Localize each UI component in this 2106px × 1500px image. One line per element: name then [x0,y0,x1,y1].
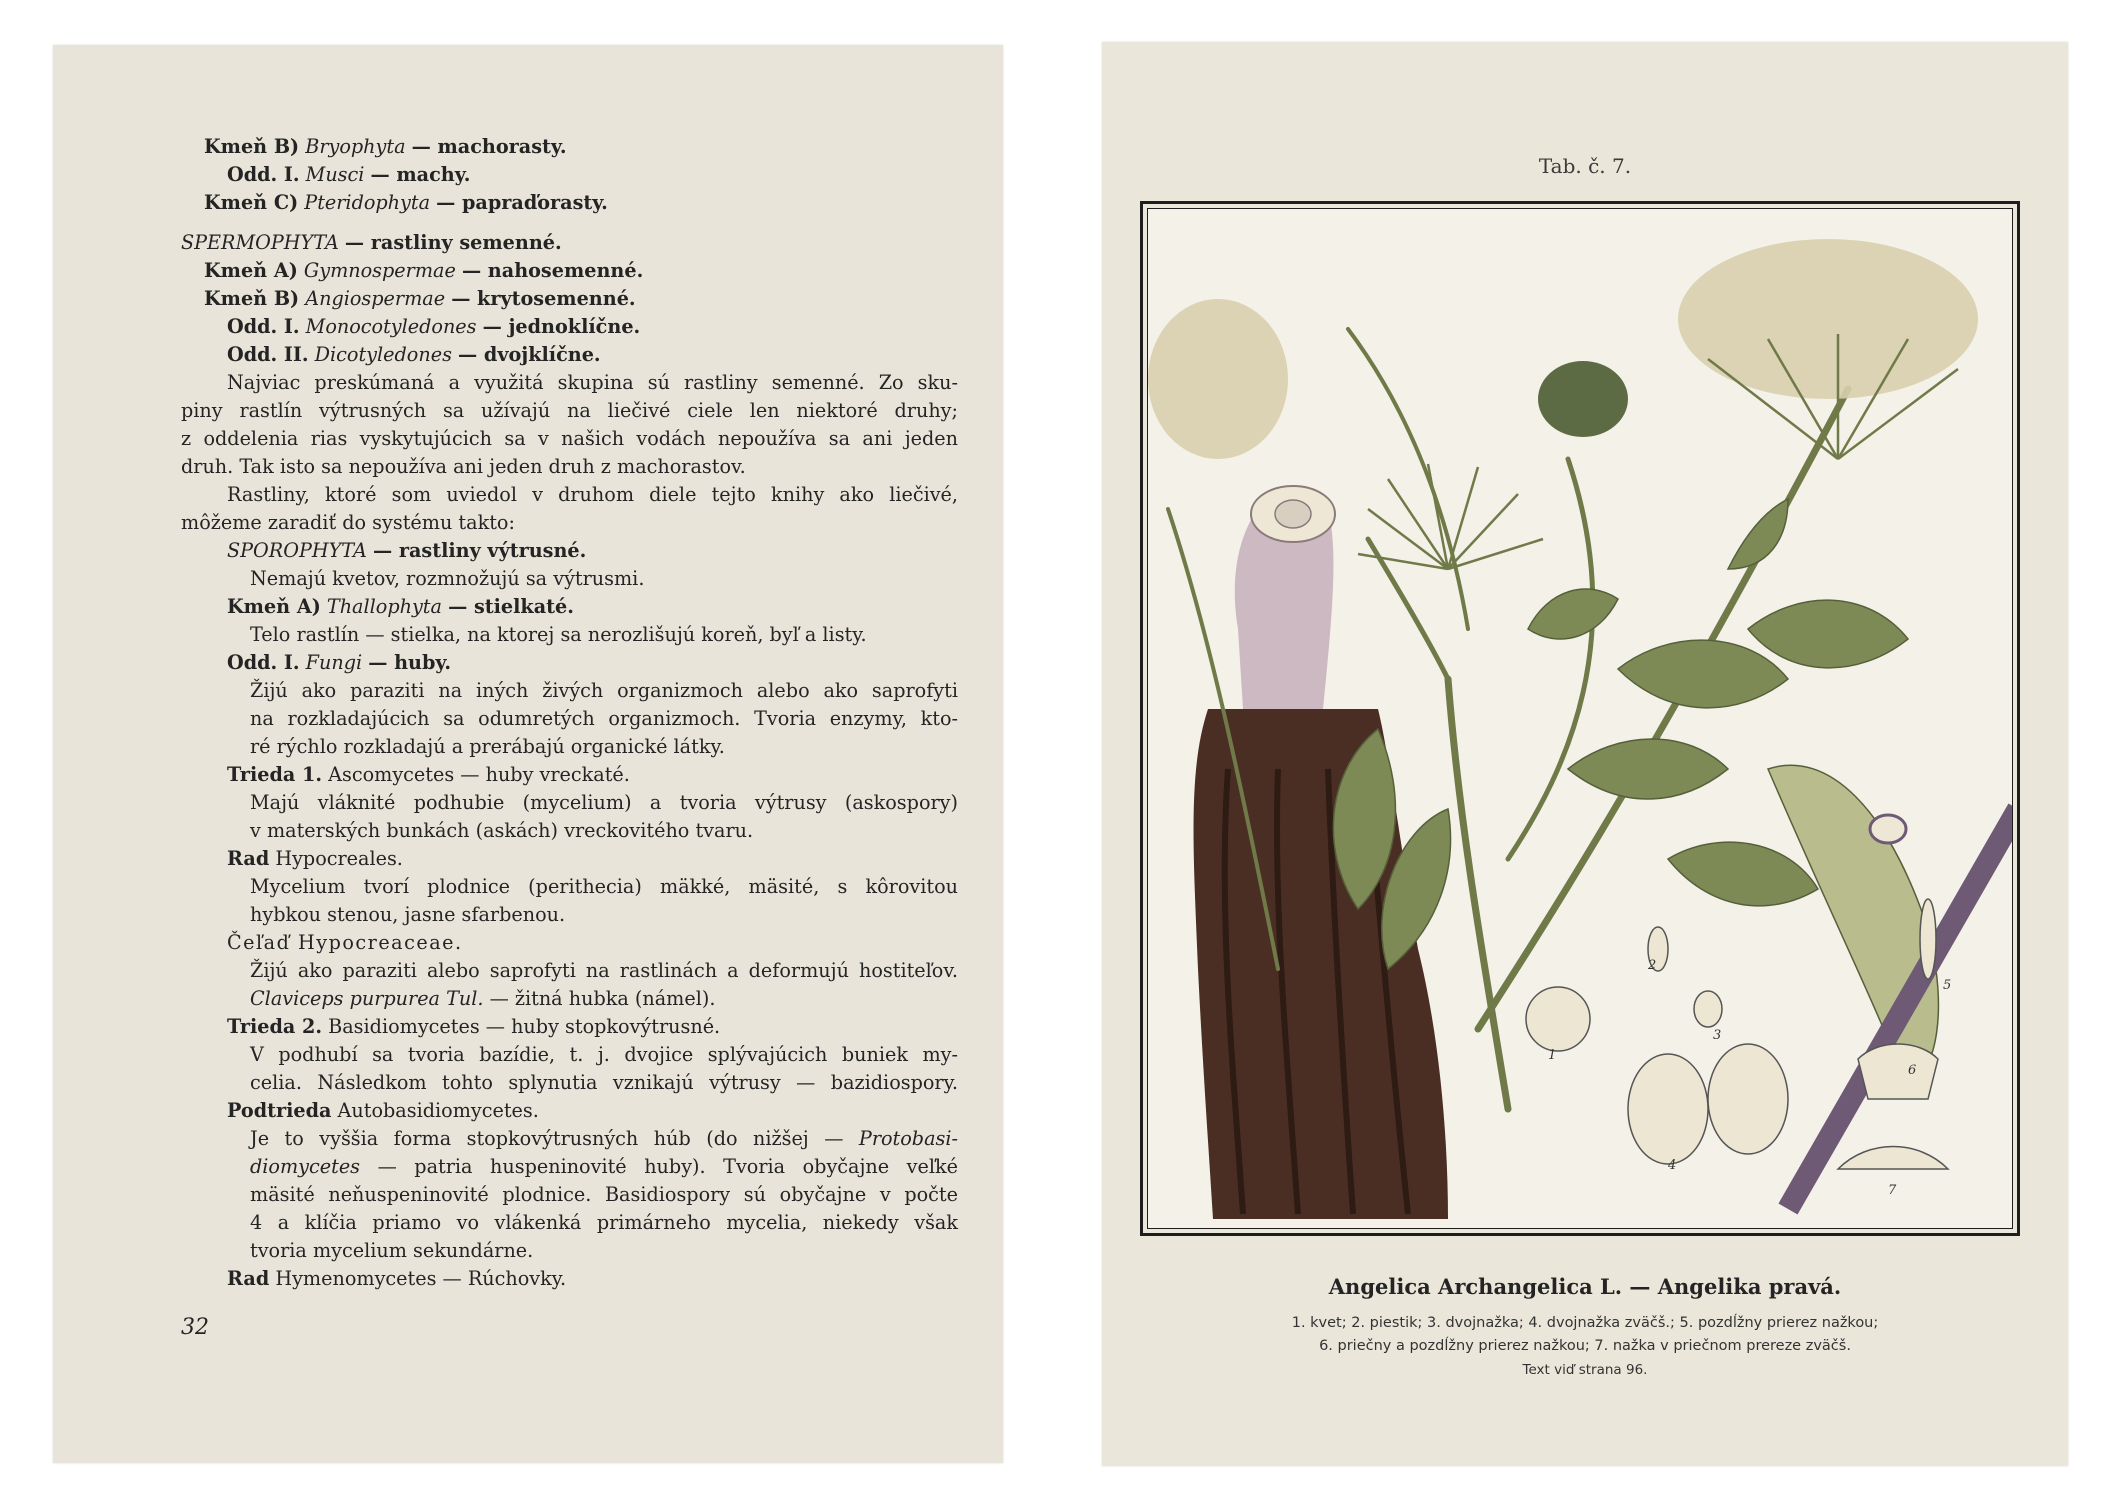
figure-number: 2 [1648,958,1657,973]
right-page [1102,42,2068,1466]
page-number: 32 [181,1315,209,1340]
text-line: v materských bunkách (askách) vreckovitého tvaru. [250,819,754,842]
text-line: Kmeň A) Thallophyta — stielkaté. [227,595,574,618]
caption-reference: Text viď strana 96. [1522,1362,1648,1378]
text-line: Odd. I. Musci — machy. [227,163,471,186]
text-line: Žijú ako paraziti alebo saprofyti na rastlinách a deformujú hostiteľov. [250,959,958,982]
text-line: piny rastlín výtrusných sa užívajú na liečivé ciele len niektoré druhy; [181,399,958,422]
text-line: 4 a klíčia priamo vo vlákenká primárneho mycelia, niekedy však [250,1211,958,1234]
text-line: SPOROPHYTA — rastliny výtrusné. [227,539,587,562]
text-line: Rastliny, ktoré som uviedol v druhom diele tejto knihy ako liečivé, [227,483,958,506]
figure-number: 6 [1908,1063,1917,1078]
text-line: ré rýchlo rozkladajú a prerábajú organické látky. [250,735,725,758]
caption-title: Angelica Archangelica L. — Angelika pravá. [1328,1274,1842,1299]
text-column [181,133,958,1293]
text-line: Podtrieda Autobasidiomycetes. [227,1099,539,1122]
text-line: celia. Následkom tohto splynutia vznikajú výtrusy — bazidiospory. [250,1071,958,1094]
figure-number: 4 [1668,1158,1677,1173]
text-line: Kmeň B) Bryophyta — machorasty. [204,135,567,158]
text-line: na rozkladajúcich sa odumretých organizmoch. Tvoria enzymy, kto- [250,707,958,730]
text-line: Rad Hymenomycetes — Rúchovky. [227,1267,567,1290]
text-line: Odd. II. Dicotyledones — dvojklíčne. [227,343,601,366]
text-line: SPERMOPHYTA — rastliny semenné. [181,231,562,254]
text-line: Nemajú kvetov, rozmnožujú sa výtrusmi. [250,567,645,590]
text-line: Trieda 1. Ascomycetes — huby vreckaté. [227,763,630,786]
text-line: Rad Hypocreales. [227,847,403,870]
plate-frame [1140,201,2020,1236]
text-line: Žijú ako paraziti na iných živých organizmoch alebo ako saprofyti [250,679,958,702]
text-line: z oddelenia rias vyskytujúcich sa v našich vodách nepoužíva sa ani jeden [181,427,958,450]
text-line: mäsité neňuspeninovité plodnice. Basidiospory sú obyčajne v počte [250,1183,958,1206]
text-line: Je to vyššia forma stopkovýtrusných húb (do nižšej — Protobasi- [250,1127,958,1150]
text-line: Kmeň A) Gymnospermae — nahosemenné. [204,259,644,282]
text-line: Claviceps purpurea Tul. — žitná hubka (námel). [250,987,716,1010]
text-line: Trieda 2. Basidiomycetes — huby stopkovýtrusné. [227,1015,721,1038]
botanical-illustration [1147,208,2013,1229]
text-line: hybkou stenou, jasne sfarbenou. [250,903,566,926]
text-line: druh. Tak isto sa nepoužíva ani jeden druh z machorastov. [181,455,746,478]
caption-legend-line-2: 6. priečny a pozdĺžny prierez nažkou; 7. nažka v priečnom prereze zväčš. [1319,1338,1851,1354]
plate-label: Tab. č. 7. [1538,154,1632,178]
text-line: tvoria mycelium sekundárne. [250,1239,534,1262]
text-line: V podhubí sa tvoria bazídie, t. j. dvojice splývajúcich buniek my- [250,1043,958,1066]
text-line: Najviac preskúmaná a využitá skupina sú rastliny semenné. Zo sku- [227,371,958,394]
figure-number: 3 [1713,1028,1722,1043]
figure-number: 7 [1888,1183,1897,1198]
figure-number: 1 [1548,1048,1557,1063]
text-line: Majú vláknité podhubie (mycelium) a tvoria výtrusy (askospory) [250,791,958,814]
text-line: Odd. I. Monocotyledones — jednoklíčne. [227,315,641,338]
text-line: Telo rastlín — stielka, na ktorej sa nerozlišujú koreň, byľ a listy. [250,623,867,646]
text-line: Kmeň C) Pteridophyta — papraďorasty. [204,191,608,214]
text-line: Odd. I. Fungi — huby. [227,651,452,674]
text-line: Mycelium tvorí plodnice (perithecia) mäkké, mäsité, s kôrovitou [250,875,958,898]
figure-number: 5 [1943,978,1952,993]
text-line: Čeľaď Hypocreaceae. [227,931,463,954]
left-page [53,45,1003,1463]
text-line: Kmeň B) Angiospermae — krytosemenné. [204,287,636,310]
text-line: môžeme zaradiť do systému takto: [181,511,515,534]
text-line: diomycetes — patria huspeninovité huby). Tvoria obyčajne veľké [250,1155,958,1178]
caption-legend-line-1: 1. kvet; 2. piestik; 3. dvojnažka; 4. dvojnažka zväčš.; 5. pozdĺžny prierez nažkou; [1291,1315,1879,1331]
